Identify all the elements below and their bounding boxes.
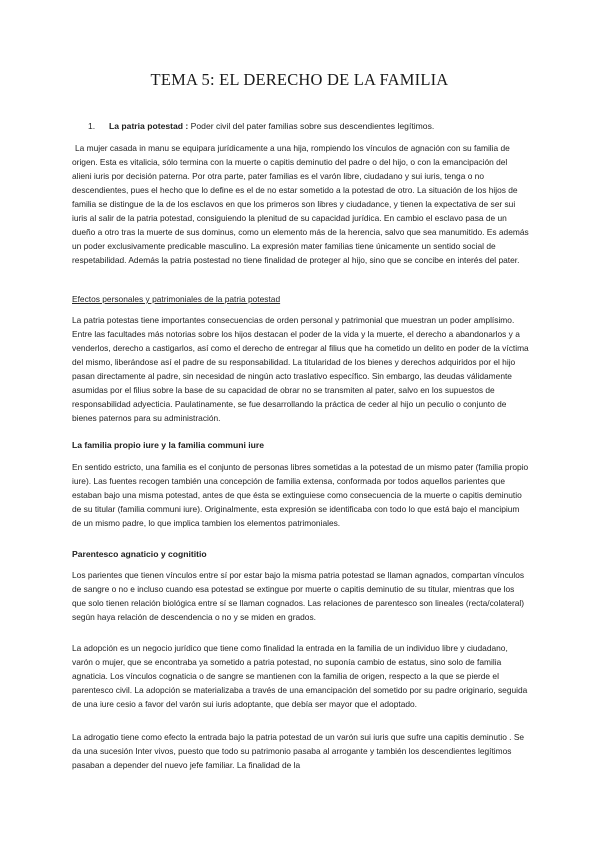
paragraph-adrogatio: La adrogatio tiene como efecto la entrada bajo la patria potestad de un varón sui iuris que sufre una capitis deminutio . Se da una sucesión Inter vivos, puesto que todo su patrimonio pasaba al arrogante y también los descendientes legítimos pasaban a depender del nuevo jefe familiar. La finalidad de la [72,732,525,770]
document-title: TEMA 5: EL DERECHO DE LA FAMILIA [150,70,449,89]
paragraph-efectos: La patria potestas tiene importantes consecuencias de orden personal y patrimonial que muestran un poder amplísimo. Entre las facultades más notorias sobre los hijos destacan el poder de la vida y la muerte, el derecho a abandonarlos y a venderlos, derecho a castigarlos, así como el derecho de entregar al filius que ha cometido un delito en poder de la víctima del mismo, liberándose así el padre de su responsabilidad. La titularidad de los bienes y derechos adquiridos por el hijo pasan directamente al padre, sin necesidad de ningún acto traslativo específico. Sin embargo, las deudas válidamente asumidas por el filius sobre la base de su capacidad de obrar no se transmiten al pater, salvo en los supuestos de responsabilidad adyecticia. Paulatinamente, se fue desarrollando la práctica de ceder al hijo un peculio o conjunto de bienes paternos para su administración. [72,315,529,423]
definition-patria-potestad: Poder civil del pater familias sobre sus descendientes legítimos. [188,121,435,131]
paragraph-familia: En sentido estricto, una familia es el conjunto de personas libres sometidas a la potestad de un mismo pater (familia propio iure). Las fuentes recogen también una concepción de familia extensa, conformada por todos aquellos parientes que estaban bajo una misma potestad, antes de que ésta se extinguiese como consecuencia de la muerte o capitis deminutio de su titular (familia communi iure). Originalmente, esta expresión se identificaba con todo lo que está bajo el mancipium de un mismo padre, lo que implica tambien los elementos patrimoniales. [72,462,529,528]
heading-parentesco: Parentesco agnaticio y cognititio [72,549,207,559]
paragraph-adopcion: La adopción es un negocio jurídico que tiene como finalidad la entrada en la familia de un individuo libre y ciudadano, varón o mujer, que se encontraba ya sometido a patria potestad, no suponía cambio de estatus, sino solo de familia agnaticia. Los vínculos cognaticia o de sangre se mantienen con la familia de origen, respecto a la que se pierde el parentesco civil. La adopción se materializaba a través de una emancipación del sometido por su padre originario, seguida de una iure cesio a favor del varón sui iuris adoptante, que debía ser mayor que el adoptado. [72,643,528,709]
paragraph-mujer-casada: La mujer casada in manu se equipara jurídicamente a una hija, rompiendo los vínculos de agnación con su familia de origen. Esta es vitalicia, sólo termina con la muerte o capitis deminutio del padre o del hijo, o con la emancipación del alieni iuris por decisión paterna. Por otra parte, pater familias es el varón libre, ciudadano y sui iuris, tenga o no descendientes, pues el hecho que lo define es el de no estar sometido a la potestad de otro. La situación de los hijos de familia se distingue de la de los esclavos en que los primeros son libres y ciudadance, y tienen la expectativa de ser sui iuris al salir de la patria potestad, consiguiendo la plenitud de su capacidad jurídica. En cambio el esclavo pasa de un dueño a otro tras la muerte de sus dominus, como un elemento más de la herencia, salvo que sea manumitido. Es además un poder exclusivamente predicable masculino. La expresión mater familias tiene únicamente un sentido social de respetabilidad. Además la patria postestad no tiene finalidad de proteger al hijo, sino que se concibe en interés del pater. [72,143,529,265]
heading-familia: La familia propio iure y la familia communi iure [72,440,264,450]
list-number: 1. [88,121,96,131]
term-patria-potestad: La patria potestad : [109,121,189,131]
heading-efectos: Efectos personales y patrimoniales de la patria potestad [72,294,281,304]
list-item-patria-potestad [88,120,548,132]
paragraph-parentesco: Los parientes que tienen vínculos entre sí por estar bajo la misma patria potestad se llaman agnados, compartan vínculos de sangre o no e incluso cuando esa potestad se extingue por muerte o capitis deminutio de su titular, mientras que los que solo tienen relación biológica entre sí se llaman cognados. Las relaciones de parentesco son lineales (recta/colateral) según haya relación de descendencia o no y se miden en grados. [72,570,525,622]
